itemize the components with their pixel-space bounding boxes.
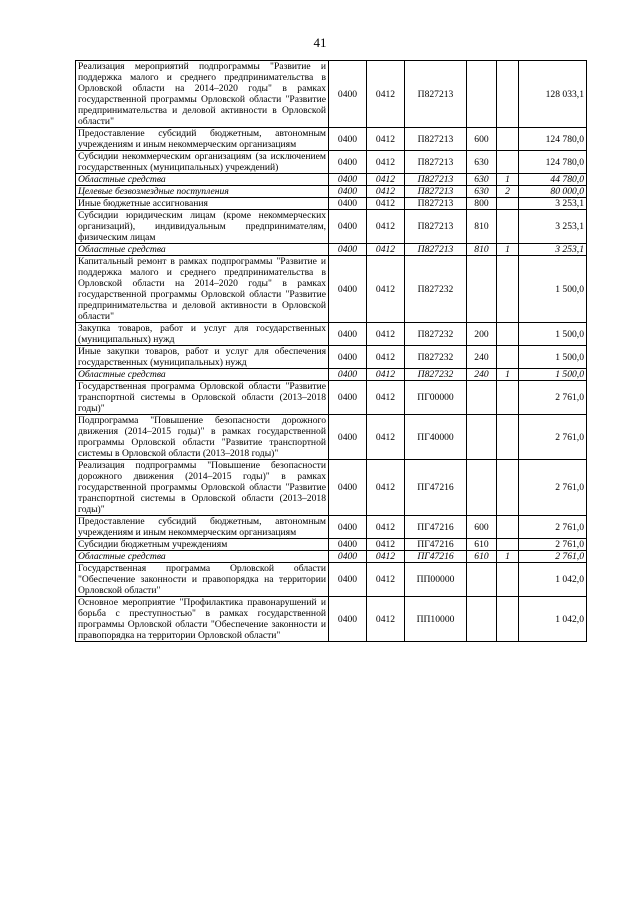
cell-funding-source (497, 415, 519, 460)
cell-subsection: 0412 (367, 186, 405, 198)
cell-target-article: П827213 (405, 61, 467, 128)
cell-section: 0400 (329, 539, 367, 551)
cell-target-article: П827213 (405, 198, 467, 210)
cell-subsection: 0412 (367, 174, 405, 186)
cell-amount: 80 000,0 (519, 186, 587, 198)
cell-description: Предоставление субсидий бюджетным, автономным учреждениям и иным некоммерческим организациям (76, 128, 329, 151)
cell-amount: 3 253,1 (519, 198, 587, 210)
cell-section: 0400 (329, 551, 367, 563)
cell-subsection: 0412 (367, 210, 405, 244)
cell-description: Субсидии бюджетным учреждениям (76, 539, 329, 551)
cell-section: 0400 (329, 256, 367, 323)
cell-amount: 3 253,1 (519, 244, 587, 256)
cell-target-article: ПП10000 (405, 597, 467, 642)
cell-description: Закупка товаров, работ и услуг для государственных (муниципальных) нужд (76, 323, 329, 346)
table-row (76, 539, 587, 551)
cell-section: 0400 (329, 460, 367, 516)
cell-target-article: ПГ00000 (405, 381, 467, 415)
cell-funding-source: 1 (497, 174, 519, 186)
cell-amount: 128 033,1 (519, 61, 587, 128)
cell-expense-type: 610 (467, 551, 497, 563)
cell-amount: 44 780,0 (519, 174, 587, 186)
cell-funding-source (497, 61, 519, 128)
cell-section: 0400 (329, 369, 367, 381)
table-row (76, 210, 587, 244)
cell-amount: 3 253,1 (519, 210, 587, 244)
cell-description: Областные средства (76, 244, 329, 256)
cell-expense-type (467, 256, 497, 323)
cell-amount: 1 500,0 (519, 369, 587, 381)
cell-funding-source (497, 346, 519, 369)
cell-expense-type: 630 (467, 186, 497, 198)
cell-amount: 1 500,0 (519, 346, 587, 369)
cell-funding-source (497, 210, 519, 244)
cell-funding-source (497, 323, 519, 346)
cell-description: Областные средства (76, 174, 329, 186)
cell-subsection: 0412 (367, 323, 405, 346)
cell-expense-type: 810 (467, 210, 497, 244)
cell-amount: 2 761,0 (519, 551, 587, 563)
cell-description: Иные бюджетные ассигнования (76, 198, 329, 210)
cell-amount: 124 780,0 (519, 151, 587, 174)
cell-description: Субсидии юридическим лицам (кроме некоммерческих организаций), индивидуальным предпринимателям, физическим лицам (76, 210, 329, 244)
cell-funding-source: 1 (497, 369, 519, 381)
cell-expense-type (467, 460, 497, 516)
table-row (76, 516, 587, 539)
cell-description: Областные средства (76, 551, 329, 563)
cell-expense-type: 610 (467, 539, 497, 551)
table-row (76, 256, 587, 323)
cell-expense-type: 630 (467, 151, 497, 174)
cell-description: Основное мероприятие "Профилактика правонарушений и борьба с преступностью" в рамках государственной программы Орловской области "Обеспечение законности и правопорядка на территории Орловской области" (76, 597, 329, 642)
cell-expense-type: 800 (467, 198, 497, 210)
table-row (76, 563, 587, 597)
cell-description: Предоставление субсидий бюджетным, автономным учреждениям и иным некоммерческим организациям (76, 516, 329, 539)
cell-amount: 1 500,0 (519, 256, 587, 323)
table-row (76, 415, 587, 460)
cell-subsection: 0412 (367, 516, 405, 539)
cell-funding-source (497, 597, 519, 642)
cell-target-article: ПГ40000 (405, 415, 467, 460)
cell-section: 0400 (329, 597, 367, 642)
cell-target-article: ПГ47216 (405, 539, 467, 551)
cell-subsection: 0412 (367, 198, 405, 210)
cell-target-article: П827213 (405, 151, 467, 174)
table-row (76, 186, 587, 198)
cell-target-article: ПГ47216 (405, 551, 467, 563)
page-number: 41 (313, 35, 327, 50)
cell-target-article: П827232 (405, 346, 467, 369)
cell-expense-type (467, 415, 497, 460)
table-row (76, 244, 587, 256)
cell-description: Государственная программа Орловской области "Обеспечение законности и правопорядка на территории Орловской области" (76, 563, 329, 597)
table-row (76, 151, 587, 174)
table-row (76, 174, 587, 186)
cell-funding-source (497, 256, 519, 323)
cell-funding-source (497, 128, 519, 151)
cell-subsection: 0412 (367, 61, 405, 128)
cell-description: Областные средства (76, 369, 329, 381)
cell-amount: 1 042,0 (519, 597, 587, 642)
cell-expense-type (467, 61, 497, 128)
budget-table (75, 60, 587, 642)
cell-amount: 2 761,0 (519, 539, 587, 551)
cell-expense-type: 630 (467, 174, 497, 186)
cell-section: 0400 (329, 563, 367, 597)
cell-expense-type: 240 (467, 346, 497, 369)
cell-section: 0400 (329, 151, 367, 174)
cell-amount: 2 761,0 (519, 460, 587, 516)
cell-section: 0400 (329, 516, 367, 539)
cell-section: 0400 (329, 415, 367, 460)
cell-funding-source (497, 563, 519, 597)
cell-subsection: 0412 (367, 563, 405, 597)
cell-expense-type: 600 (467, 128, 497, 151)
cell-target-article: П827213 (405, 186, 467, 198)
table-row (76, 198, 587, 210)
cell-subsection: 0412 (367, 551, 405, 563)
cell-subsection: 0412 (367, 151, 405, 174)
table-row (76, 597, 587, 642)
cell-target-article: П827213 (405, 128, 467, 151)
cell-subsection: 0412 (367, 597, 405, 642)
cell-funding-source (497, 381, 519, 415)
cell-amount: 1 042,0 (519, 563, 587, 597)
cell-target-article: П827213 (405, 174, 467, 186)
cell-target-article: ПП00000 (405, 563, 467, 597)
cell-expense-type (467, 563, 497, 597)
cell-expense-type: 810 (467, 244, 497, 256)
cell-funding-source (497, 516, 519, 539)
cell-section: 0400 (329, 381, 367, 415)
cell-amount: 2 761,0 (519, 516, 587, 539)
cell-description: Иные закупки товаров, работ и услуг для обеспечения государственных (муниципальных) нужд (76, 346, 329, 369)
cell-section: 0400 (329, 128, 367, 151)
cell-expense-type: 600 (467, 516, 497, 539)
cell-funding-source: 1 (497, 244, 519, 256)
table-row (76, 551, 587, 563)
cell-target-article: П827213 (405, 244, 467, 256)
cell-section: 0400 (329, 346, 367, 369)
cell-target-article: ПГ47216 (405, 516, 467, 539)
cell-amount: 2 761,0 (519, 415, 587, 460)
cell-description: Субсидии некоммерческим организациям (за исключением государственных (муниципальных) учреждений) (76, 151, 329, 174)
cell-expense-type (467, 381, 497, 415)
cell-subsection: 0412 (367, 244, 405, 256)
cell-description: Реализация мероприятий подпрограммы "Развитие и поддержка малого и среднего предпринимательства в Орловской области на 2014–2020 годы" в рамках государственной программы Орловской области "Развитие предпринимательства и деловой активности в Орловской области" (76, 61, 329, 128)
cell-expense-type: 240 (467, 369, 497, 381)
cell-description: Подпрограмма "Повышение безопасности дорожного движения (2014–2015 годы)" в рамках государственной программы Орловской области "Развитие транспортной системы в Орловской области (2013–2018 годы)" (76, 415, 329, 460)
table-row (76, 323, 587, 346)
cell-subsection: 0412 (367, 369, 405, 381)
cell-amount: 124 780,0 (519, 128, 587, 151)
cell-section: 0400 (329, 61, 367, 128)
cell-description: Целевые безвозмездные поступления (76, 186, 329, 198)
cell-expense-type (467, 597, 497, 642)
cell-section: 0400 (329, 186, 367, 198)
cell-section: 0400 (329, 210, 367, 244)
cell-subsection: 0412 (367, 381, 405, 415)
cell-funding-source (497, 198, 519, 210)
cell-funding-source: 1 (497, 551, 519, 563)
cell-description: Государственная программа Орловской области "Развитие транспортной системы в Орловской области (2013–2018 годы)" (76, 381, 329, 415)
table-row (76, 346, 587, 369)
cell-section: 0400 (329, 244, 367, 256)
cell-funding-source (497, 151, 519, 174)
cell-expense-type: 200 (467, 323, 497, 346)
cell-funding-source (497, 539, 519, 551)
cell-target-article: ПГ47216 (405, 460, 467, 516)
table-row (76, 369, 587, 381)
cell-description: Капитальный ремонт в рамках подпрограммы "Развитие и поддержка малого и среднего предпринимательства в Орловской области на 2014–2020 годы" в рамках государственной программы Орловской области "Развитие предпринимательства и деловой активности в Орловской области" (76, 256, 329, 323)
cell-amount: 2 761,0 (519, 381, 587, 415)
cell-target-article: П827232 (405, 323, 467, 346)
cell-target-article: П827232 (405, 369, 467, 381)
cell-subsection: 0412 (367, 415, 405, 460)
cell-funding-source: 2 (497, 186, 519, 198)
cell-section: 0400 (329, 323, 367, 346)
cell-subsection: 0412 (367, 346, 405, 369)
cell-funding-source (497, 460, 519, 516)
cell-subsection: 0412 (367, 539, 405, 551)
cell-target-article: П827213 (405, 210, 467, 244)
cell-amount: 1 500,0 (519, 323, 587, 346)
table-row (76, 381, 587, 415)
cell-section: 0400 (329, 174, 367, 186)
table-row (76, 460, 587, 516)
cell-description: Реализация подпрограммы "Повышение безопасности дорожного движения (2014–2015 годы)" в рамках государственной программы Орловской области "Развитие транспортной системы в Орловской области (2013–2018 годы)" (76, 460, 329, 516)
table-row (76, 61, 587, 128)
cell-target-article: П827232 (405, 256, 467, 323)
cell-subsection: 0412 (367, 460, 405, 516)
table-row (76, 128, 587, 151)
cell-section: 0400 (329, 198, 367, 210)
cell-subsection: 0412 (367, 256, 405, 323)
cell-subsection: 0412 (367, 128, 405, 151)
